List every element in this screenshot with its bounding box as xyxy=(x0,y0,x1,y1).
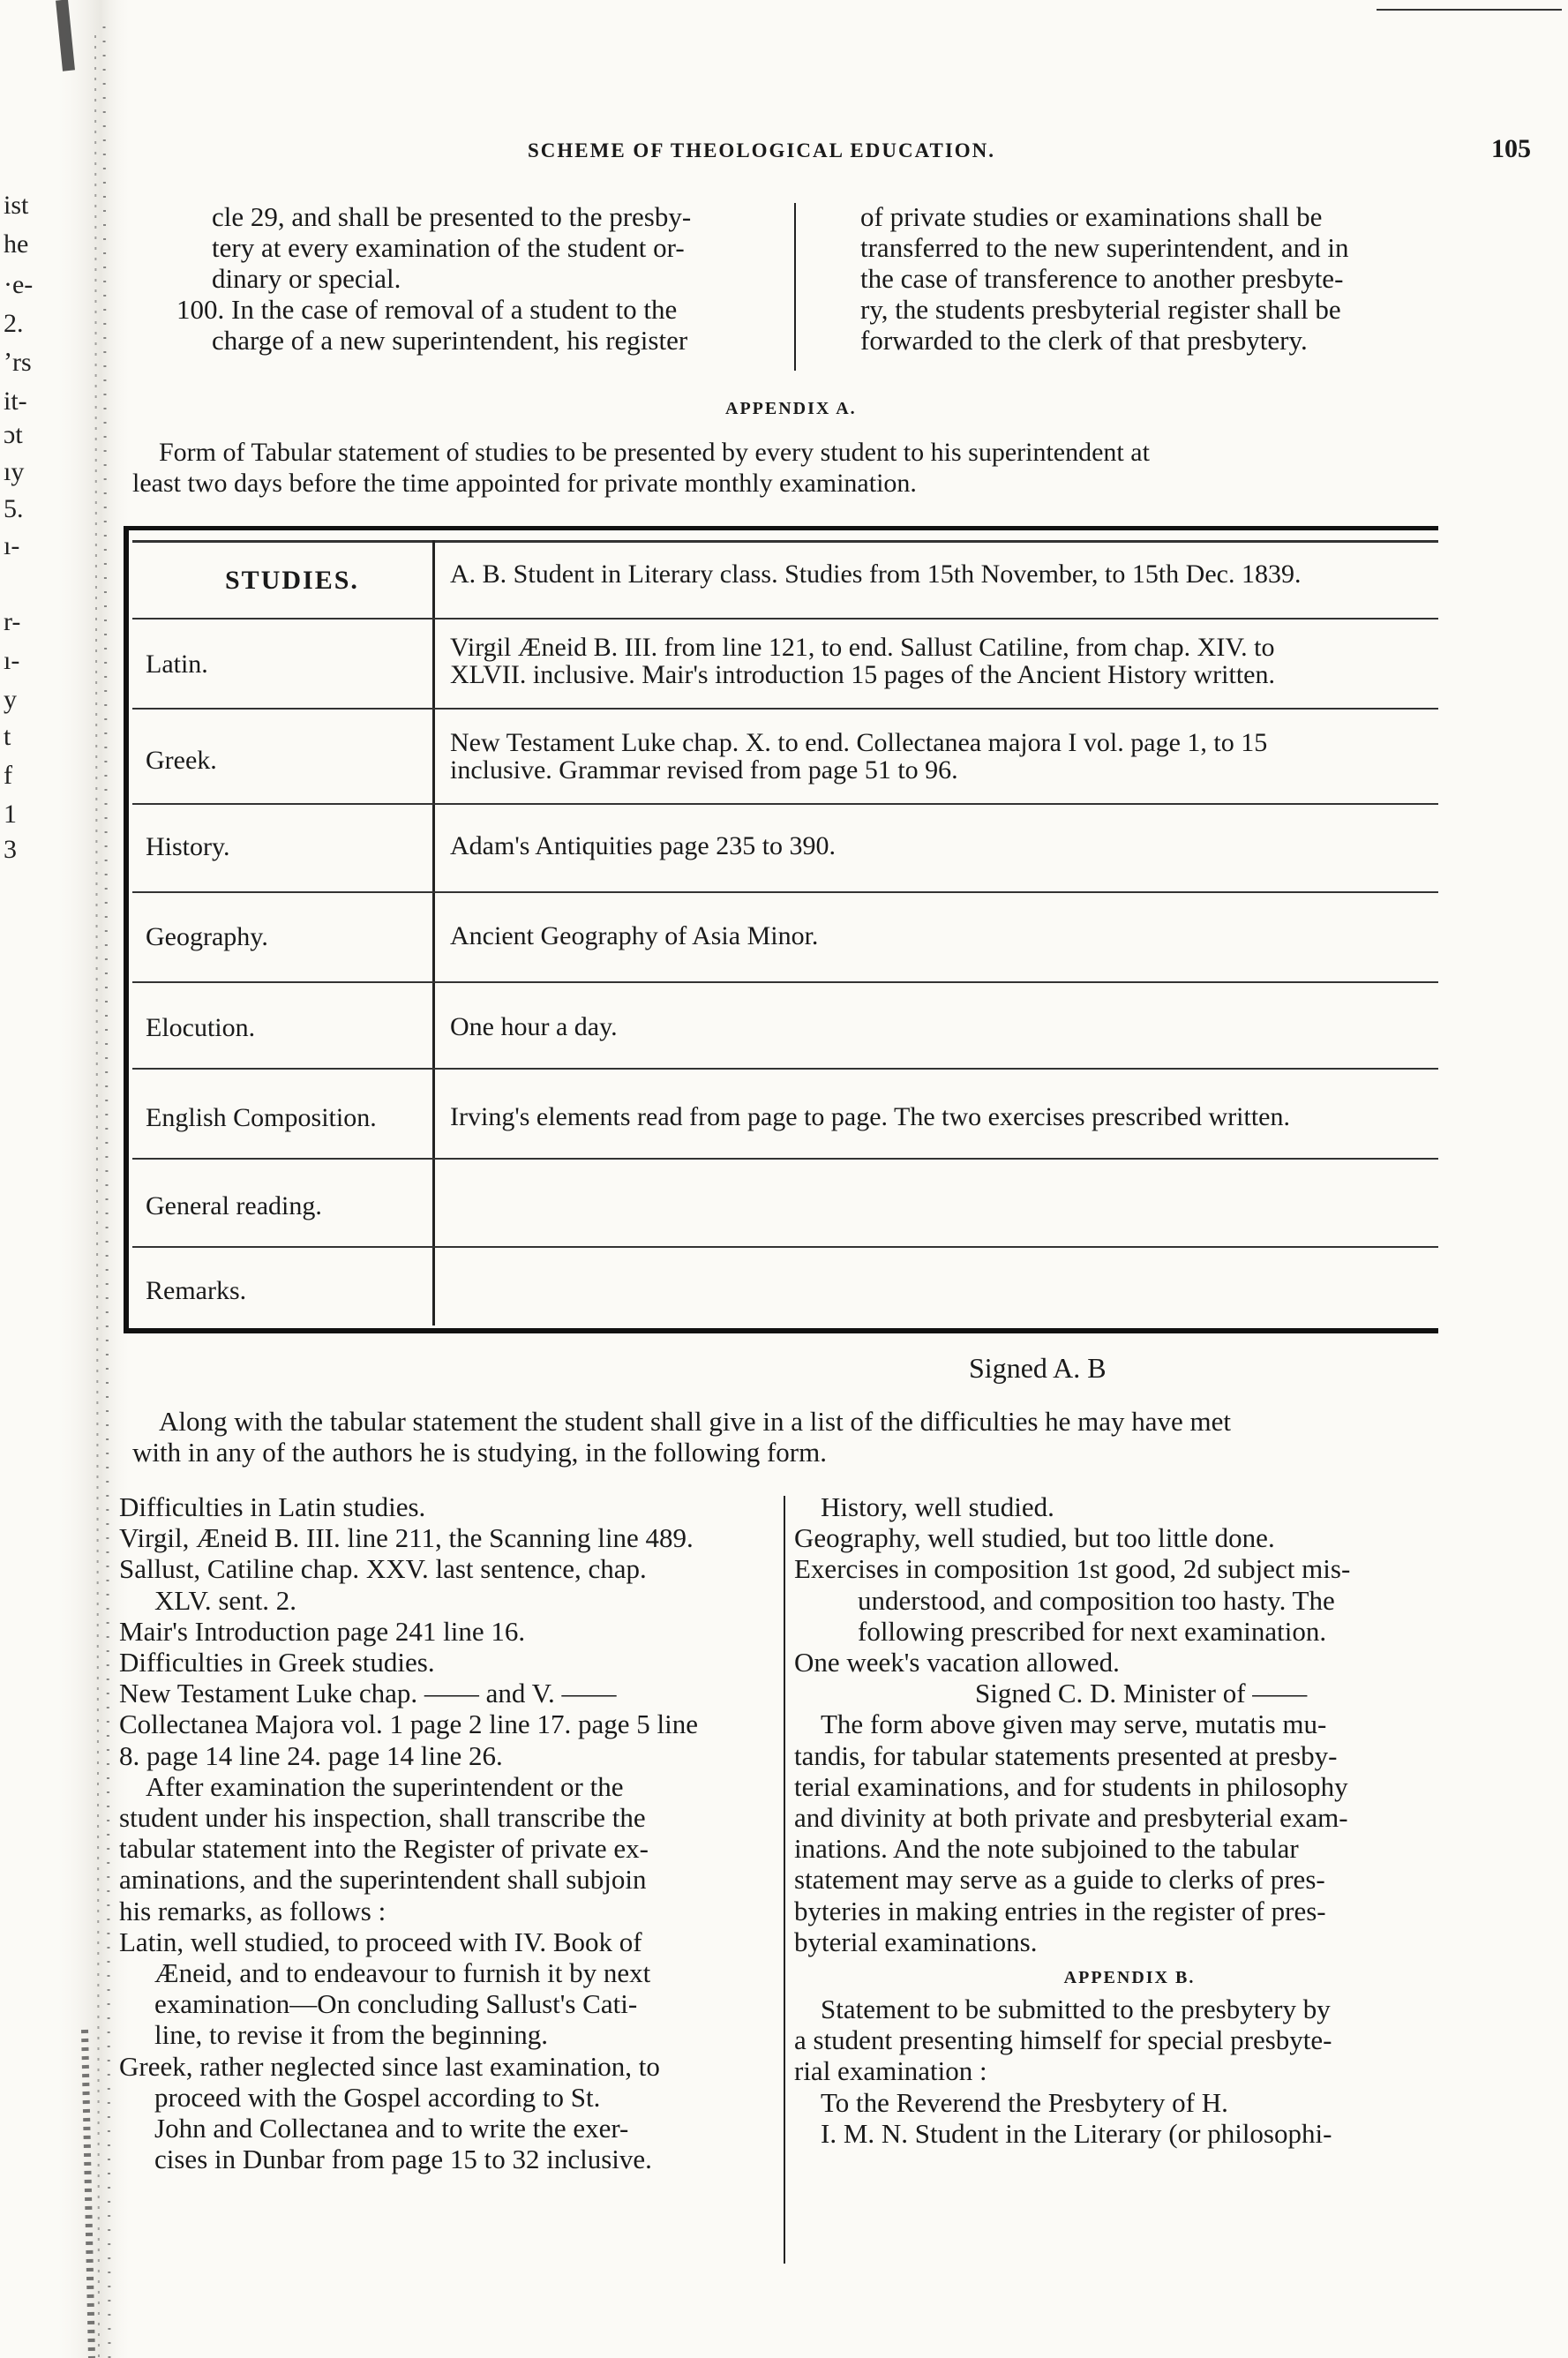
text-line: statement may serve as a guide to clerks of pres- xyxy=(794,1864,1325,1896)
bottom-left-column xyxy=(119,1491,776,2174)
text-line: Difficulties in Latin studies. xyxy=(119,1491,426,1522)
text-line: Virgil, Æneid B. III. line 211, the Scanning line 489. xyxy=(119,1522,694,1554)
margin-fragment: ı- xyxy=(4,531,20,560)
margin-fragment: 2. xyxy=(4,309,24,338)
text-line: Mair's Introduction page 241 line 16. xyxy=(119,1615,526,1647)
table-row-line xyxy=(132,1158,1438,1160)
table-subject: Geography. xyxy=(146,922,268,951)
top-left-column xyxy=(176,201,794,356)
text-line: The form above given may serve, mutatis mu- xyxy=(821,1708,1327,1740)
margin-fragment: ist xyxy=(4,191,29,220)
signed-ab: Signed A. B xyxy=(969,1352,1107,1384)
text-line: least two days before the time appointed for private monthly examination. xyxy=(132,469,917,498)
table-inner-rule xyxy=(132,540,1438,543)
text-line: tery at every examination of the student or- xyxy=(212,232,685,263)
text-line: terial examinations, and for students in philosophy xyxy=(794,1770,1348,1802)
text-line: Form of Tabular statement of studies to be presented by every student to his superintendent at xyxy=(159,438,1150,467)
table-row-line xyxy=(132,981,1438,983)
table-row-line xyxy=(132,1068,1438,1070)
table-subject: General reading. xyxy=(146,1191,322,1220)
text-line: following prescribed for next examination. xyxy=(858,1615,1327,1647)
text-line: with in any of the authors he is studying, in the following form. xyxy=(132,1437,827,1468)
text-line: Statement to be submitted to the presbytery by xyxy=(821,1994,1331,2025)
margin-fragment: ·e- xyxy=(4,270,34,299)
text-line: John and Collectanea and to write the exer- xyxy=(154,2113,629,2144)
text-line: ry, the students presbyterial register shall be xyxy=(860,294,1341,325)
text-line: 8. page 14 line 24. page 14 line 26. xyxy=(119,1739,503,1771)
text-line: a student presenting himself for special presbyte- xyxy=(794,2024,1332,2056)
text-line: tandis, for tabular statements presented at presby- xyxy=(794,1739,1338,1771)
table-subject: Elocution. xyxy=(146,1013,256,1042)
text-line: inclusive. Grammar revised from page 51 to 96. xyxy=(450,755,958,785)
bottom-column-divider xyxy=(784,1496,785,2264)
margin-fragment: r- xyxy=(4,607,21,636)
text-line: cises in Dunbar from page 15 to 32 inclusive. xyxy=(154,2144,652,2175)
table-subject: Greek. xyxy=(146,746,217,775)
margin-fragment: y xyxy=(4,685,17,714)
margin-fragment: ıy xyxy=(4,457,25,486)
margin-fragment: ɔt xyxy=(4,420,23,449)
text-line: Æneid, and to endeavour to furnish it by next xyxy=(154,1957,651,1989)
text-line: byterial examinations. xyxy=(794,1926,1038,1957)
text-line: XLV. sent. 2. xyxy=(154,1584,297,1616)
text-line: Difficulties in Greek studies. xyxy=(119,1647,435,1678)
table-column-divider xyxy=(432,540,435,1325)
text-line: examination—On concluding Sallust's Cati- xyxy=(154,1988,638,2020)
margin-fragment: 1 xyxy=(4,800,17,829)
text-line: transferred to the new superintendent, and in xyxy=(860,232,1349,263)
table-studies-cell: Ancient Geography of Asia Minor. xyxy=(450,921,819,950)
margin-fragment: ʼrs xyxy=(4,348,32,377)
text-line: Virgil Æneid B. III. from line 121, to end. Sallust Catiline, from chap. XIV. to xyxy=(450,633,1275,662)
margin-fragment: he xyxy=(4,229,29,259)
margin-fragment: ı- xyxy=(4,646,20,675)
text-line: his remarks, as follows : xyxy=(119,1895,386,1926)
table-header-student: A. B. Student in Literary class. Studies from 15th November, to 15th Dec. 1839. xyxy=(450,559,1302,589)
running-title: SCHEME OF THEOLOGICAL EDUCATION. xyxy=(528,139,996,161)
text-line: Along with the tabular statement the student shall give in a list of the difficulties he may have met xyxy=(159,1406,1232,1437)
text-line: Latin, well studied, to proceed with IV. Book of xyxy=(119,1926,642,1957)
text-line: New Testament Luke chap. —— and V. —— xyxy=(119,1678,617,1709)
appendix-a-heading: APPENDIX A. xyxy=(725,399,857,418)
margin-fragment: t xyxy=(4,722,11,751)
text-line: Geography, well studied, but too little done. xyxy=(794,1522,1275,1554)
table-top-rule xyxy=(124,526,1438,530)
appendix-a-intro xyxy=(132,437,1456,499)
table-header-studies: STUDIES. xyxy=(225,566,359,595)
table-subject: Latin. xyxy=(146,650,208,679)
text-line: and divinity at both private and presbyterial exam- xyxy=(794,1802,1348,1834)
table-subject: Remarks. xyxy=(146,1276,247,1305)
top-right-column xyxy=(860,201,1460,356)
table-studies-cell: Irving's elements read from page to page. The two exercises prescribed written. xyxy=(450,1102,1291,1131)
text-line: understood, and composition too hasty. The xyxy=(858,1584,1335,1616)
table-bottom-rule xyxy=(124,1328,1438,1333)
text-line: To the Reverend the Presbytery of H. xyxy=(821,2086,1228,2118)
table-row-line xyxy=(132,891,1438,893)
along-with-paragraph xyxy=(132,1406,1456,1468)
table-subject: English Composition. xyxy=(146,1103,377,1132)
margin-fragment: 3 xyxy=(4,835,17,864)
table-row-line xyxy=(132,708,1438,710)
margin-fragment: f xyxy=(4,761,12,790)
table-row-line xyxy=(132,618,1438,620)
text-line: After examination the superintendent or the xyxy=(146,1770,624,1802)
text-line: byteries in making entries in the register of pres- xyxy=(794,1895,1326,1926)
table-subject: History. xyxy=(146,832,230,861)
text-line: proceed with the Gospel according to St. xyxy=(154,2081,601,2113)
appendix-b-heading: APPENDIX B. xyxy=(1063,1968,1196,1988)
margin-fragment: it- xyxy=(4,387,27,416)
text-line: charge of a new superintendent, his register xyxy=(212,325,688,356)
text-line: of private studies or examinations shall be xyxy=(860,201,1323,232)
top-right-rule xyxy=(1377,9,1562,11)
margin-fragment: 5. xyxy=(4,494,24,523)
text-line: New Testament Luke chap. X. to end. Collectanea majora I vol. page 1, to 15 xyxy=(450,728,1268,757)
text-line: the case of transference to another presbyte- xyxy=(860,263,1344,294)
text-line: rial examination : xyxy=(794,2055,987,2087)
text-line: History, well studied. xyxy=(821,1491,1054,1522)
top-column-divider xyxy=(794,203,796,371)
table-row-line xyxy=(132,1246,1438,1248)
text-line: student under his inspection, shall transcribe the xyxy=(119,1802,646,1834)
text-line: aminations, and the superintendent shall subjoin xyxy=(119,1864,647,1896)
table-studies-cell xyxy=(450,634,1429,688)
table-studies-cell xyxy=(450,729,1429,784)
text-line: One week's vacation allowed. xyxy=(794,1647,1120,1678)
text-line: Sallust, Catiline chap. XXV. last sentence, chap. xyxy=(119,1553,647,1585)
text-line: Collectanea Majora vol. 1 page 2 line 17. page 5 line xyxy=(119,1708,698,1740)
text-line: cle 29, and shall be presented to the presby- xyxy=(212,201,692,232)
text-line: Greek, rather neglected since last examination, to xyxy=(119,2050,660,2082)
text-line: inations. And the note subjoined to the tabular xyxy=(794,1833,1299,1865)
bottom-right-column xyxy=(794,1491,1465,2149)
text-line: Signed C. D. Minister of —— xyxy=(975,1678,1308,1709)
text-line: I. M. N. Student in the Literary (or philosophi- xyxy=(821,2117,1332,2149)
text-line: Exercises in composition 1st good, 2d subject mis- xyxy=(794,1553,1351,1585)
text-line: line, to revise it from the beginning. xyxy=(154,2019,548,2051)
text-line: dinary or special. xyxy=(212,263,401,294)
table-row-line xyxy=(132,803,1438,805)
table-studies-cell: One hour a day. xyxy=(450,1012,618,1041)
text-line: tabular statement into the Register of private ex- xyxy=(119,1833,649,1865)
text-line: XLVII. inclusive. Mair's introduction 15 pages of the Ancient History written. xyxy=(450,660,1275,689)
text-line: forwarded to the clerk of that presbytery. xyxy=(860,325,1308,356)
table-studies-cell: Adam's Antiquities page 235 to 390. xyxy=(450,831,837,860)
text-line: 100. In the case of removal of a student to the xyxy=(176,294,678,325)
page-number: 105 xyxy=(1491,134,1531,163)
